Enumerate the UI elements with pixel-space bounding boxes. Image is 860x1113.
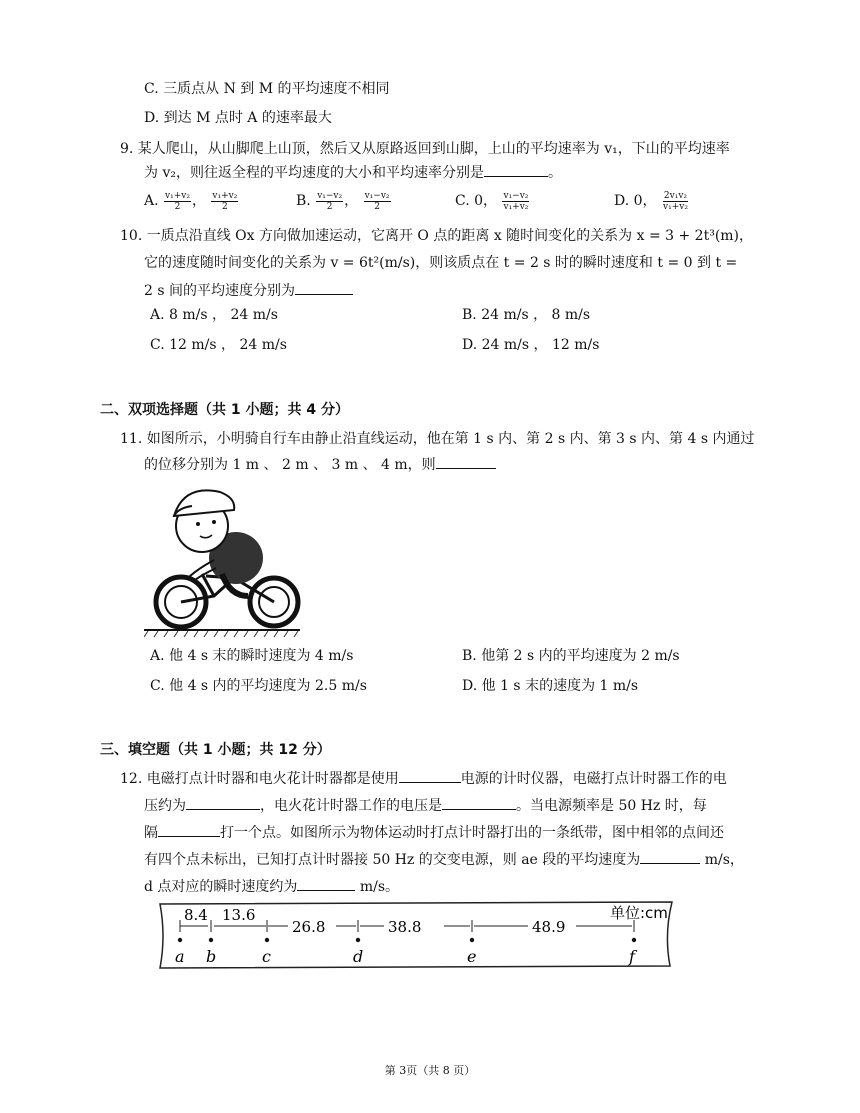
q9-option-d: D. 0， $\frac{\text{2v₁v₂}}{\text{v₁+v₂}}$ bbox=[614, 190, 688, 212]
tape-point-label: c bbox=[262, 947, 271, 966]
q9-stem-line2: 为 v₂，则往返全程的平均速度的大小和平均速率分别是 。 bbox=[144, 162, 562, 184]
q9-stem-line1: 9. 某人爬山，从山脚爬上山顶，然后又从原路返回到山脚，上山的平均速率为 v₁，下山的平均速率 bbox=[120, 141, 730, 157]
answer-blank bbox=[436, 454, 496, 469]
tape-segment-label: 13.6 bbox=[222, 906, 256, 924]
q10-stem-line3: 2 s 间的平均速度分别为 bbox=[144, 280, 353, 302]
q11-stem-line1: 11. 如图所示，小明骑自行车由静止沿直线运动，他在第 1 s 内、第 2 s 内、第 3 s 内、第 4 s 内通过 bbox=[120, 431, 755, 447]
tape-segment-label: 38.8 bbox=[388, 918, 422, 936]
q11-option-a: A. 他 4 s 末的瞬时速度为 4 m/s bbox=[150, 648, 354, 664]
tape-segment-label: 48.9 bbox=[532, 918, 566, 936]
q11-option-d: D. 他 1 s 末的速度为 1 m/s bbox=[462, 678, 639, 694]
answer-blank bbox=[295, 280, 353, 295]
q12-line3: 隔 打一个点。如图所示为物体运动时打点计时器打出的一条纸带，图中相邻的点间还 bbox=[144, 822, 724, 844]
fraction: $\frac{\text{v₁−v₂}}{2}$ bbox=[364, 190, 390, 212]
answer-blank bbox=[297, 876, 355, 891]
fraction: $\frac{\text{v₁−v₂}}{2}$ bbox=[317, 190, 343, 212]
q10-option-a: A. 8 m/s ， 24 m/s bbox=[150, 307, 278, 323]
tape-point-label: b bbox=[206, 947, 217, 966]
tape-point-label: f bbox=[629, 947, 635, 966]
q12-line1: 12. 电磁打点计时器和电火花计时器都是使用 电源的计时仪器，电磁打点计时器工作的电 bbox=[120, 768, 727, 790]
answer-blank bbox=[399, 768, 461, 783]
q10-stem-line2: 它的速度随时间变化的关系为 v = 6t²(m/s)，则该质点在 t = 2 s 时的瞬时速度和 t = 0 到 t = bbox=[144, 255, 738, 271]
q11-option-c: C. 他 4 s 内的平均速度为 2.5 m/s bbox=[150, 678, 367, 694]
q9-option-c: C. 0， $\frac{\text{v₁−v₂}}{\text{v₁+v₂}}$ bbox=[455, 190, 529, 212]
fraction: $\frac{\text{v₁−v₂}}{\text{v₁+v₂}}$ bbox=[503, 190, 529, 212]
q10-option-c: C. 12 m/s ， 24 m/s bbox=[150, 337, 287, 353]
q11-stem-line2: 的位移分别为 1 m 、 2 m 、 3 m 、 4 m，则 bbox=[144, 454, 496, 476]
q8-option-d: D. 到达 M 点时 A 的速率最大 bbox=[144, 110, 332, 126]
tape-point-label: a bbox=[175, 947, 185, 966]
q10-stem-line1: 10. 一质点沿直线 Ox 方向做加速运动，它离开 O 点的距离 x 随时间变化的关系为 x = 3 + 2t³(m)， bbox=[120, 228, 754, 244]
answer-blank bbox=[484, 162, 548, 177]
q10-option-b: B. 24 m/s ， 8 m/s bbox=[462, 307, 591, 323]
q8-option-c: C. 三质点从 N 到 M 的平均速度不相同 bbox=[144, 81, 390, 97]
fraction: $\frac{\text{2v₁v₂}}{\text{v₁+v₂}}$ bbox=[663, 190, 688, 212]
q9-option-a: A. $\frac{\text{v₁+v₂}}{2}$ ， $\frac{\text{v₁+v₂}}{2}$ bbox=[144, 190, 238, 212]
tape-unit-label: 单位:cm bbox=[610, 904, 668, 922]
page-footer: 第 3页（共 8 页） bbox=[384, 1064, 476, 1077]
fraction: $\frac{\text{v₁+v₂}}{2}$ bbox=[212, 190, 238, 212]
answer-blank bbox=[186, 795, 260, 810]
paper-tape-diagram bbox=[150, 898, 680, 974]
q11-option-b: B. 他第 2 s 内的平均速度为 2 m/s bbox=[462, 648, 680, 664]
q12-line4: 有四个点未标出，已知打点计时器接 50 Hz 的交变电源，则 ae 段的平均速度为 m/s， bbox=[144, 849, 744, 871]
tape-point-label: d bbox=[353, 947, 364, 966]
q12-line5: d 点对应的瞬时速度约为 m/s。 bbox=[144, 876, 399, 898]
tape-segment-label: 8.4 bbox=[184, 906, 208, 924]
section-heading: 三、填空题（共 1 小题；共 12 分） bbox=[100, 742, 331, 758]
answer-blank bbox=[442, 795, 516, 810]
cyclist-illustration bbox=[144, 478, 304, 640]
fraction: $\frac{\text{v₁+v₂}}{2}$ bbox=[165, 190, 190, 212]
q9-option-b: B. $\frac{\text{v₁−v₂}}{2}$ ， $\frac{\text{v₁−v₂}}{2}$ bbox=[296, 190, 390, 212]
tape-segment-label: 26.8 bbox=[292, 918, 326, 936]
answer-blank bbox=[640, 849, 700, 864]
section-heading: 二、双项选择题（共 1 小题；共 4 分） bbox=[100, 402, 349, 418]
q10-option-d: D. 24 m/s ， 12 m/s bbox=[462, 337, 600, 353]
q12-line2: 压约为 ，电火花计时器工作的电压是 。当电源频率是 50 Hz 时，每 bbox=[144, 795, 707, 817]
answer-blank bbox=[158, 822, 220, 837]
tape-point-label: e bbox=[467, 947, 477, 966]
